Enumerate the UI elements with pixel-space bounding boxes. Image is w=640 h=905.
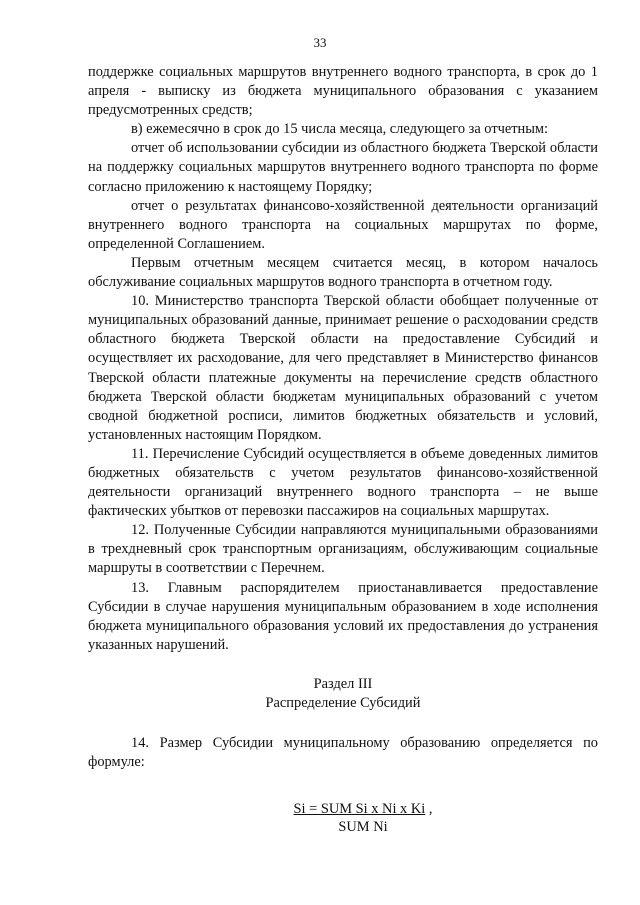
- section-number: Раздел III: [313, 675, 373, 692]
- paragraph: в) ежемесячно в срок до 15 числа месяца, следующего за отчетным:: [131, 121, 548, 138]
- paragraph: 12. Полученные Субсидии направляются муниципальными образованиями в трехдневный срок транспортным организациям, обслуживающим социальные маршруты в соответствии с Перечнем.: [88, 522, 598, 577]
- formula-trailing: ,: [425, 801, 433, 818]
- formula-numerator: SUM Si x Ni x Ki: [320, 801, 426, 818]
- paragraph: Первым отчетным месяцем считается месяц, в котором началось обслуживание социальных маршрутов водного транспорта в отчетном году.: [88, 254, 598, 291]
- formula-lhs: Si =: [293, 801, 321, 818]
- paragraph: 10. Министерство транспорта Тверской области обобщает полученные от муниципальных образований данные, принимает решение о расходовании средств областного бюджета Тверской области на предоставление Субсидий и осуществляет их расходование, для чего представляет в Министерство финансов Тверской области платежные документы на перечисление средств областного бюджета Тверской области бюджетам муниципальных образований с учетом сводной бюджетной росписи, лимитов бюджетных обязательств и условий, установленных настоящим Порядком.: [88, 293, 598, 443]
- paragraph: 11. Перечисление Субсидий осуществляется в объеме доведенных лимитов бюджетных обязательств с учетом результатов финансово-хозяйственной деятельности организаций внутреннего водного транспорта – не выше фактических убытков от перевозки пассажиров на социальных маршрутах.: [88, 445, 598, 520]
- formula-denominator: SUM Ni: [338, 819, 388, 836]
- paragraph: 14. Размер Субсидии муниципальному образованию определяется по формуле:: [88, 735, 598, 771]
- formula: [88, 800, 598, 836]
- section-title: Распределение Субсидий: [265, 695, 421, 711]
- paragraph: поддержке социальных маршрутов внутреннего водного транспорта, в срок до 1 апреля - выписку из бюджета муниципального образования с указанием предусмотренных средств;: [88, 64, 598, 119]
- page-number: 33: [313, 35, 327, 50]
- paragraph: отчет об использовании субсидии из областного бюджета Тверской области на поддержку социальных маршрутов внутреннего водного транспорта по форме согласно приложению к настоящему Порядку;: [88, 140, 598, 195]
- paragraph: отчет о результатах финансово-хозяйственной деятельности организаций внутреннего водного транспорта на социальных маршрутах по форме, определенной Соглашением.: [88, 197, 598, 252]
- formula-numerator-line: [294, 800, 433, 818]
- document-body: [88, 63, 598, 836]
- section-heading: [88, 675, 598, 713]
- paragraph: 13. Главным распорядителем приостанавливается предоставление Субсидии в случае нарушения муниципальным образованием в ходе исполнения бюджета муниципального образования условий их предоставления до устранения указанных нарушений.: [88, 579, 598, 653]
